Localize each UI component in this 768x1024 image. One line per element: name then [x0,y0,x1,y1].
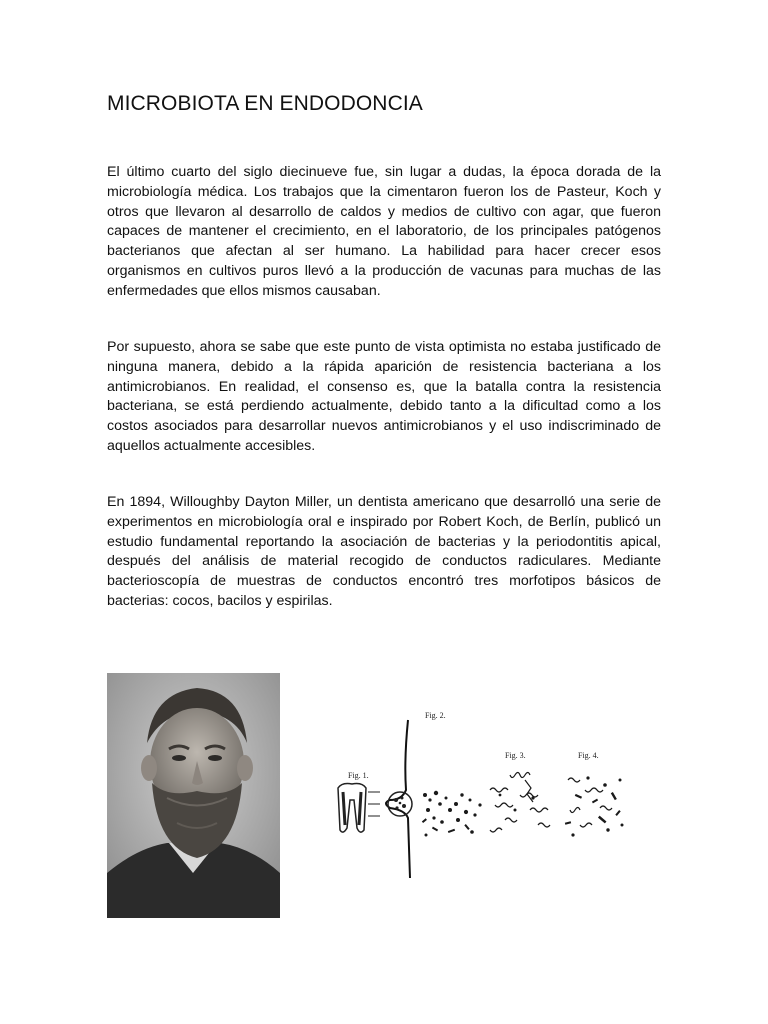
fig-1-label: Fig. 1. [348,771,369,780]
paragraph-resistance: Por supuesto, ahora se sabe que este punto de vista optimista no estaba justificado de ninguna manera, debido a la rápida aparición de resistencia bacteriana a los antimicrobianos. En realidad, el consenso es, que la batalla contra la resistencia bacteriana, se está perdiendo actualmente, debido tanto a la dificultad como a los costos asociados para desarrollar nuevos antimicrobianos y el uso indiscriminado de aquellos actualmente accesibles. [107,339,661,454]
document-title: MICROBIOTA EN ENDODONCIA [107,92,423,115]
fig-3-label: Fig. 3. [505,751,526,760]
paragraph-intro: El último cuarto del siglo diecinueve fue, sin lugar a dudas, la época dorada de la microbiología médica. Los trabajos que la cimentaron fueron los de Pasteur, Koch y otros que llevaron al desarrollo de caldos y medios de cultivo con agar, que fueron capaces de mantener el crecimiento, en el laboratorio, de los principales patógenos bacterianos que afectan al ser humano. La habilidad para hacer crecer esos organismos en cultivos puros llevó a la producción de vacunas para muchas de las enfermedades que ellos mismos causaban. [107,164,661,299]
tooth-drawing [338,784,380,833]
spirilla-fig3 [490,773,550,833]
portrait-photo [107,673,280,918]
bacteria-figures [330,700,630,885]
fig-4-label: Fig. 4. [578,751,599,760]
paragraph-miller: En 1894, Willoughby Dayton Miller, un dentista americano que desarrolló una serie de experimentos en microbiología oral e inspirado por Robert Koch, de Berlín, publicó un estudio fundamental reportando la asociación de bacterias y la periodontitis apical, después del análisis de material recogido de conductos radiculares. Mediante bacterioscopía de muestras de conductos encontró tres morfotipos básicos de bacterias: cocos, bacilos y espirilas. [107,494,661,609]
bacteria-cluster-fig2 [422,791,482,837]
fig-2-label: Fig. 2. [425,711,446,720]
bacteria-cluster-fig4 [565,776,624,836]
